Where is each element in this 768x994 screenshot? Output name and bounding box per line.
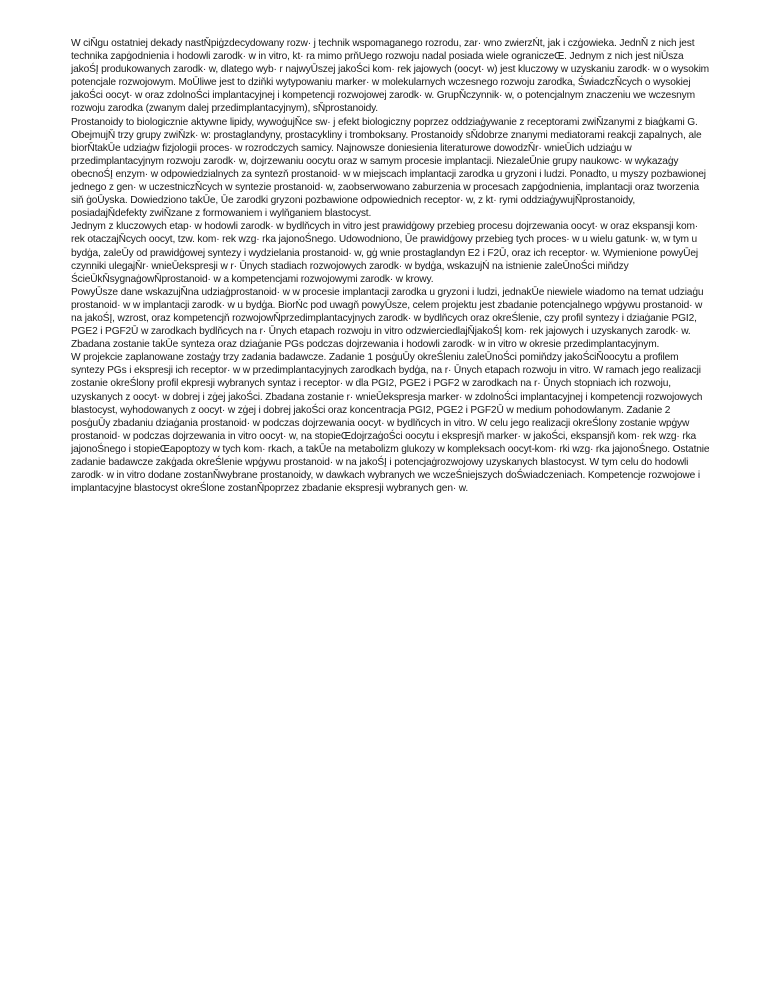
paragraph-oocyte-maturation: Jednym z kluczowych etap· w hodowli zarodk· w bydlňcych in vitro jest prawidġowy przebieg procesu dojrzewania oocyt· w oraz ekspansji kom· rek otaczajŇcych oocyt, tzw. kom· rek wzg· rka jajonoŚnego. Udowodniono, Ūe prawidġowy przebieg tych proces· w u wielu gatunk· w, w tym u bydġa, zaleŪy od prawidġowej syntezy i wydzielania prostanoid· w, gġ wnie prostaglandyn E2 i F2Ū, oraz ich receptor· w. Wymienione powyŪej czynniki ulegajŇr· wnieŪekspresji w r· Ūnych stadiach rozwojowych zarodk· w bydġa, wskazujŃ na istnienie zaleŪnoŚci miňdzy ŚcieŪkŇsygnaġowŇprostanoid· w a kompetencjami rozwojowymi zarodk· w krowy. [71, 221, 699, 285]
paragraph-research-tasks: W projekcie zaplanowane zostaġy trzy zadania badawcze. Zadanie 1 posġuŪy okreŚleniu zaleŪnoŚci pomiňdzy jakoŚciŇoocytu a profilem syntezy PGs i ekspresji ich receptor· w w przedimplantacyjnych zarodkach bydġa, na r· Ūnych etapach rozwoju in vitro. W ramach jego realizacji zostanie okreŚlony profil ekpresji wybranych syntaz i receptor· w dla PGI2, PGE2 i PGF2 w zarodkach na r· Ūnych stopniach ich rozwoju, uzyskanych z oocyt· w dobrej i zġej jakoŚci. Zbadana zostanie r· wnieŪekspresja marker· w zdolnoŚci implantacyjnej i kompetencji rozwojowych blastocyst, wyhodowanych z oocyt· w zġej i dobrej jakoŚci oraz koncentracja PGI2, PGE2 i PGF2Ū w medium pohodowlanym. Zadanie 2 posġuŪy zbadaniu dziaġania prostanoid· w podczas dojrzewania oocyt· w bydlňcych in vitro. W celu jego realizacji okreŚlony zostanie wpġyw prostanoid· w podczas dojrzewania in vitro oocyt· w, na stopieŒdojrzaġoŚci oocytu i ekspresjň marker· w jakoŚci, ekspansjň kom· rek wzg· rka jajonoŚnego i stopieŒapoptozy w tych kom· rkach, a takŪe na metabolizm glukozy w kompleksach oocyt-kom· rki wzg· rka jajonoŚnego. Ostatnie zadanie badawcze zakġada okreŚlenie wpġywu prostanoid· w na jakoŚĮ i potencjaġrozwojowy uzyskanych blastocyst. W tym celu do hodowli zarodk· w in vitro dodane zostanŇwybrane prostanoidy, w dawkach wybranych we wczeŚniejszych doŚwiadczeniach. Kompetencje rozwojowe i implantacyjne blastocyst okreŚlone zostanŇpoprzez zbadanie ekspresji wybranych gen· w. [71, 352, 710, 495]
paragraph-project-aim: PowyŪsze dane wskazujŇna udziaġprostanoid· w w procesie implantacji zarodka u gryzoni i ludzi, jednakŪe niewiele wiadomo na temat udziaġu prostanoid· w w implantacji zarodk· w u bydġa. BiorŃc pod uwagň powyŪsze, celem projektu jest zbadanie potencjalnego wpġywu prostanoid· w na jakoŚĮ, wzrost, oraz kompetencjň rozwojowŇprzedimplantacyjnych zarodk· w bydlňcych oraz okreŚlenie, czy profil syntezy i dziaġanie PGI2, PGE2 i PGF2Ū w zarodkach bydlňcych na r· Ūnych etapach rozwoju in vitro odzwierciedlajŇjakoŚĮ kom· rek jajowych i uzyskanych zarodk· w. Zbadana zostanie takŪe synteza oraz dziaġanie PGs podczas dojrzewania i hodowli zarodk· w in vitro w okresie przedimplantacyjnym. [71, 286, 704, 351]
document-page [71, 37, 711, 495]
paragraph-prostanoids: Prostanoidy to biologicznie aktywne lipidy, wywoġujŇce sw· j efekt biologiczny poprzez oddziaġywanie z receptorami zwiŇzanymi z biaġkami G. ObejmujŇ trzy grupy zwiŇzk· w: prostaglandyny, prostacykliny i tromboksany. Prostanoidy sŇdobrze znanymi mediatorami reakcji zapalnych, ale biorŇtakŪe udziaġw fizjologii proces· w rozrodczych samicy. Najnowsze doniesienia literaturowe dowodzŇr· wnieŪich udziaġu w przedimplantacyjnym rozwoju zarodk· w, dojrzewaniu oocytu oraz w samym procesie implantacji. NiezaleŪnie grupy naukowc· w wykazaġy obecnoŚĮ enzym· w odpowiedzialnych za syntezň prostanoid· w w miejscach implantacji zarodka u gryzoni i ludzi. Ponadto, u myszy pozbawionej jednego z gen· w uczestniczŇcych w syntezie prostanoid· w, zaobserwowano zaburzenia w procesach zapġodnienia, implantacji oraz tworzenia siň ġoŪyska. Dowiedziono takŪe, Ūe zarodki gryzoni pozbawione odpowiednich receptor· w, z kt· rymi oddziaġywujŇprostanoidy, posiadajŇdefekty zwiŇzane z formowaniem i wylňganiem blastocyst. [71, 116, 706, 220]
paragraph-introduction: W ciŇgu ostatniej dekady nastŇpiġzdecydowany rozw· j technik wspomaganego rozrodu, zar· wno zwierzŃt, jak i czġowieka. JednŇ z nich jest technika zapġodnienia i hodowli zarodk· w in vitro, kt· ra mimo prňUego rozwoju nadal posiada wiele ograniczeŒ. Jednym z nich jest niŪsza jakoŚĮ produkowanych zarodk· w, dlatego wyb· r najwyŪszej jakoŚci kom· rek jajowych (oocyt· w) jest kluczowy w uzyskaniu zarodk· w o wysokim potencjale rozwojowym. MoŪliwe jest to dziňki wytypowaniu marker· w molekularnych wczesnego rozwoju zarodka, ŚwiadczŇcych o wysokiej jakoŚci oocyt· w oraz zdolnoŚci implantacyjnej i kompetencji rozwojowej zarodk· w. GrupŇczynnik· w, o potencjalnym znaczeniu we wczesnym rozwoju zarodka (zwanym dalej przedimplantacyjnym), sŇprostanoidy. [71, 38, 710, 115]
